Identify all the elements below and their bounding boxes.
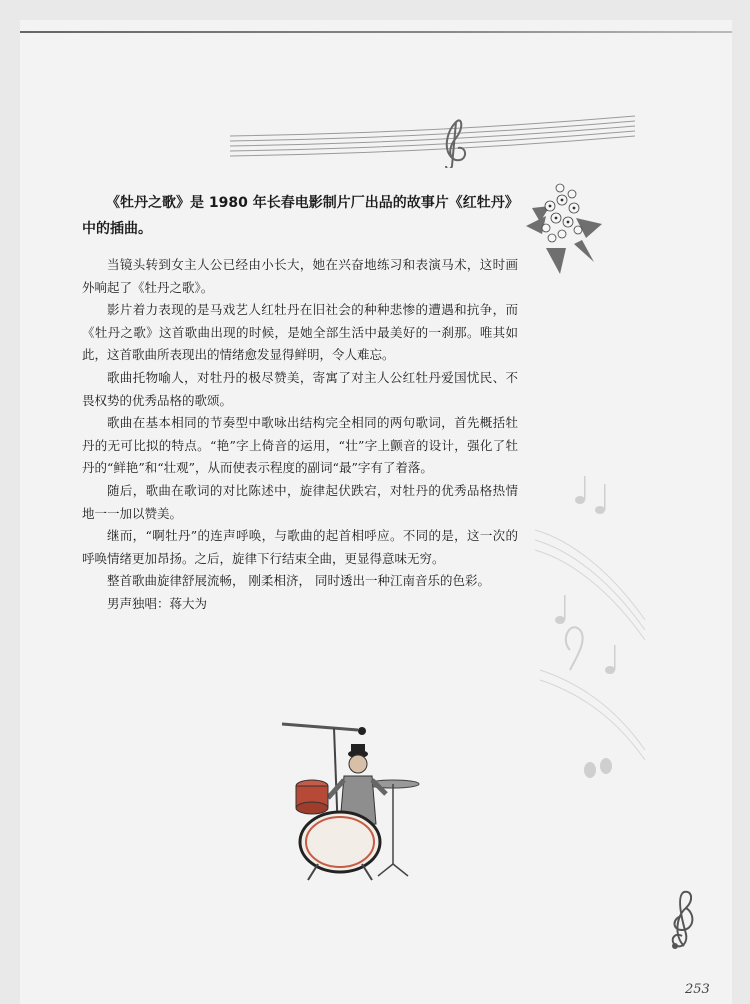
- paragraph: 随后，歌曲在歌词的对比陈述中，旋律起伏跌宕，对牡丹的优秀品格热情地一一加以赞美。: [82, 482, 518, 521]
- treble-clef-icon: [662, 886, 702, 956]
- page-number: 253: [685, 982, 710, 997]
- faint-music-notes-decoration: [530, 470, 650, 850]
- drummer-illustration: [278, 714, 428, 884]
- paragraph: 影片着力表现的是马戏艺人红牡丹在旧社会的种种悲惨的遭遇和抗争，而《牡丹之歌》这首歌曲出现的时候，是她全部生活中最美好的一刹那。唯其如此，这首歌曲所表现出的情绪愈发显得鲜明，令人难忘。: [82, 302, 518, 363]
- title-line: 《牡丹之歌》是 1980 年长春电影制片厂出品的故事片《红牡丹》中的插曲。: [82, 195, 519, 237]
- body-text: [82, 254, 518, 616]
- book-page: [20, 20, 732, 1004]
- header-rule: [20, 31, 732, 33]
- music-staff-decoration: [220, 108, 645, 168]
- paragraph: 歌曲在基本相同的节奏型中歌咏出结构完全相同的两句歌词，首先概括牡丹的无可比拟的特点。“艳”字上倚音的运用，“壮”字上颤音的设计，强化了牡丹的“鲜艳”和“壮观”，从而使表示程度的副词“最”字有了着落。: [82, 415, 518, 476]
- paragraph: 整首歌曲旋律舒展流畅， 刚柔相济， 同时透出一种江南音乐的色彩。: [107, 573, 490, 589]
- paragraph: 继而，“啊牡丹”的连声呼唤，与歌曲的起首相呼应。不同的是，这一次的呼唤情绪更加昂扬。之后，旋律下行结束全曲，更显得意味无穷。: [82, 528, 518, 566]
- paragraph: 当镜头转到女主人公已经由小长大，她在兴奋地练习和表演马术，这时画外响起了《牡丹之歌》。: [82, 257, 518, 295]
- singer-credit: 男声独唱：蒋大为: [107, 595, 208, 611]
- paragraph: 歌曲托物喻人，对牡丹的极尽赞美，寄寓了对主人公红牡丹爱国忧民、不畏权势的优秀品格的歌颂。: [82, 369, 518, 408]
- flower-bouquet-decoration: [516, 178, 608, 278]
